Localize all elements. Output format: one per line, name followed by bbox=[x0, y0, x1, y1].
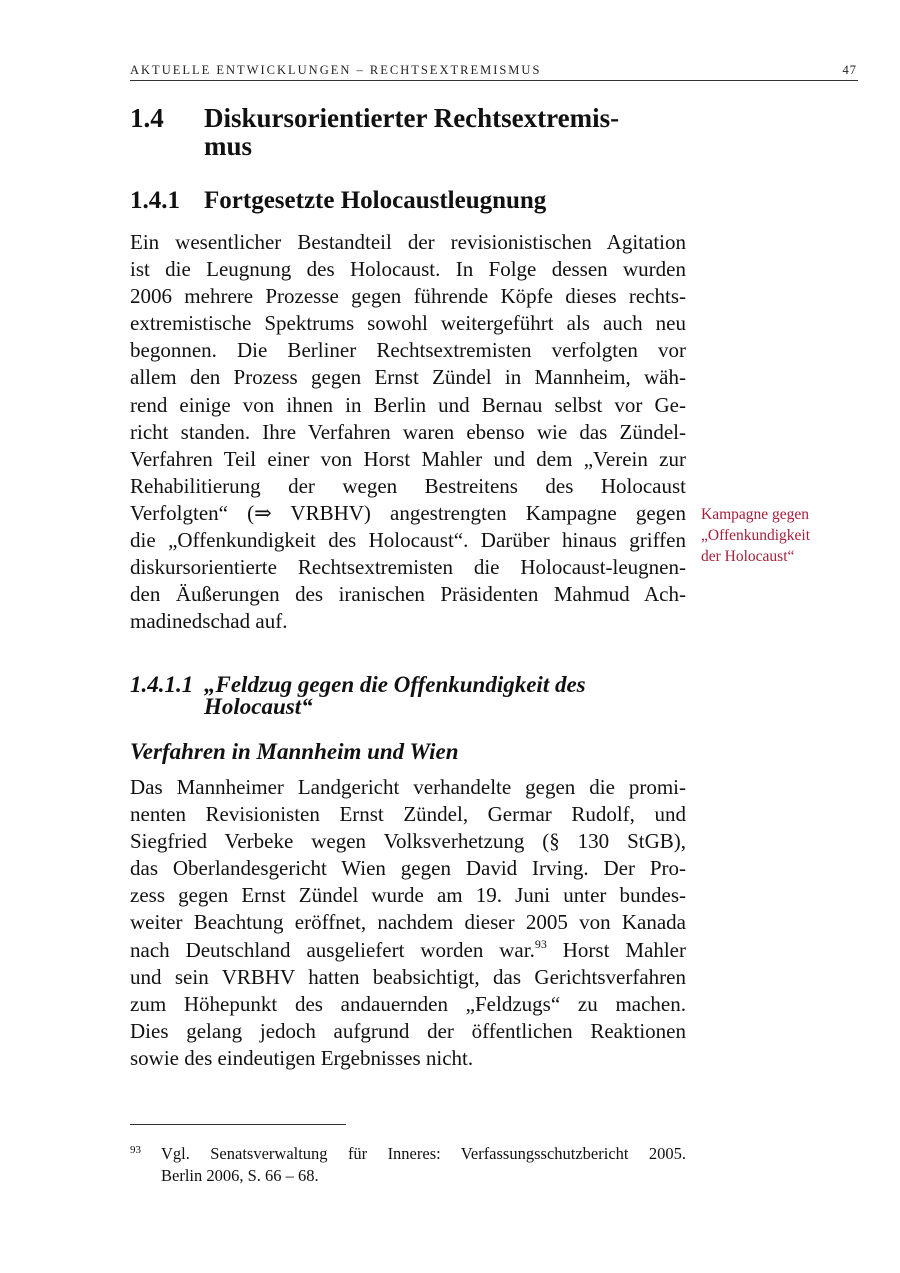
paragraph-2-note-line bbox=[130, 937, 686, 964]
text-line: begonnen. Die Berliner Rechtsextremisten verfolgten vor bbox=[130, 338, 686, 363]
text-line: und sein VRBHV hatten beabsichtigt, das Gerichtsverfahren bbox=[130, 964, 686, 989]
section-number: 1.4 bbox=[130, 103, 164, 133]
section-title-line-1: Diskursorientierter Rechtsextremis- bbox=[204, 103, 620, 133]
subsection-heading bbox=[130, 186, 690, 216]
note-line-start: nach Deutschland ausgeliefert worden war. bbox=[130, 937, 535, 962]
text-line: Rehabilitierung der wegen Bestreitens des Holocaust bbox=[130, 473, 686, 498]
paragraph-2 bbox=[130, 774, 686, 1072]
margin-note-line-1: Kampagne gegen bbox=[701, 506, 810, 523]
text-line: 2006 mehrere Prozesse gegen führende Köpfe dieses rechts- bbox=[130, 284, 686, 309]
text-line: richt standen. Ihre Verfahren waren ebenso wie das Zündel- bbox=[130, 419, 686, 444]
text-line: zess gegen Ernst Zündel wurde am 19. Juni unter bundes- bbox=[130, 883, 686, 908]
footnote-line-1: Vgl. Senatsverwaltung für Inneres: Verfassungsschutzbericht 2005. bbox=[161, 1144, 686, 1163]
margin-note-line-3: der Holocaust“ bbox=[701, 548, 795, 565]
footnote-reference[interactable]: 93 bbox=[534, 936, 547, 951]
text-line: weiter Beachtung eröffnet, nachdem dieser 2005 von Kanada bbox=[130, 910, 686, 935]
paragraph-2-lines-before-note bbox=[130, 774, 686, 937]
header-rule bbox=[130, 80, 858, 81]
paragraph-1 bbox=[130, 229, 686, 635]
text-line: Siegfried Verbeke wegen Volksverhetzung (§ 130 StGB), bbox=[130, 829, 686, 854]
footnote-line-2: Berlin 2006, S. 66 – 68. bbox=[161, 1166, 319, 1185]
text-line: das Oberlandesgericht Wien gegen David Irving. Der Pro- bbox=[130, 856, 686, 881]
paragraph-2-lines-after-note bbox=[130, 964, 686, 1045]
text-line: Das Mannheimer Landgericht verhandelte gegen die promi- bbox=[130, 775, 686, 799]
footnote-text bbox=[161, 1143, 686, 1187]
text-line: rend einige von ihnen in Berlin und Bernau selbst vor Ge- bbox=[130, 392, 686, 417]
paragraph-2-last-line: sowie des eindeutigen Ergebnisses nicht. bbox=[130, 1045, 474, 1070]
page-number: 47 bbox=[842, 63, 857, 77]
subsection-number: 1.4.1 bbox=[130, 187, 180, 214]
text-line: Ein wesentlicher Bestandteil der revisionistischen Agitation bbox=[130, 230, 686, 254]
text-line: allem den Prozess gegen Ernst Zündel in Mannheim, wäh- bbox=[130, 365, 686, 390]
text-line: Verfolgten“ (⇒ VRBHV) angestrengten Kampagne gegen bbox=[130, 500, 686, 525]
subsubsection-heading bbox=[130, 674, 690, 718]
margin-note-line-2: „Offenkundigkeit bbox=[701, 527, 811, 544]
subsubsection-title-line-2: Holocaust“ bbox=[204, 694, 313, 719]
footnote bbox=[130, 1143, 686, 1187]
subsection-title: Fortgesetzte Holocaustleugnung bbox=[204, 187, 547, 214]
text-line: zum Höhepunkt des andauernden „Feldzugs“ zu machen. bbox=[130, 991, 686, 1016]
running-header bbox=[130, 63, 857, 78]
section-title-line-2: mus bbox=[204, 131, 253, 161]
subsubsection-number: 1.4.1.1 bbox=[130, 672, 194, 697]
text-line: nenten Revisionisten Ernst Zündel, Germar Rudolf, und bbox=[130, 802, 686, 827]
subsubsection-title-line-1: „Feldzug gegen die Offenkundigkeit des bbox=[204, 672, 586, 697]
text-line: diskursorientierte Rechtsextremisten die Holocaust-leugnen- bbox=[130, 555, 686, 580]
note-line-end: Horst Mahler bbox=[546, 937, 686, 962]
text-line: ist die Leugnung des Holocaust. In Folge dessen wurden bbox=[130, 257, 686, 282]
footnote-number: 93 bbox=[130, 1144, 141, 1156]
running-title: AKTUELLE ENTWICKLUNGEN – RECHTSEXTREMISMUS bbox=[130, 63, 542, 77]
text-line: Dies gelang jedoch aufgrund der öffentlichen Reaktionen bbox=[130, 1018, 686, 1043]
text-line: madinedschad auf. bbox=[130, 609, 288, 634]
text-line: die „Offenkundigkeit des Holocaust“. Darüber hinaus griffen bbox=[130, 528, 686, 553]
section-heading bbox=[130, 104, 690, 160]
text-line: extremistische Spektrums sowohl weitergeführt als auch neu bbox=[130, 311, 686, 336]
text-line: Verfahren Teil einer von Horst Mahler und dem „Verein zur bbox=[130, 446, 686, 471]
footnote-rule bbox=[130, 1124, 346, 1125]
text-line: den Äußerungen des iranischen Präsidenten Mahmud Ach- bbox=[130, 582, 686, 607]
margin-note bbox=[701, 504, 841, 567]
subheading: Verfahren in Mannheim und Wien bbox=[130, 739, 459, 764]
